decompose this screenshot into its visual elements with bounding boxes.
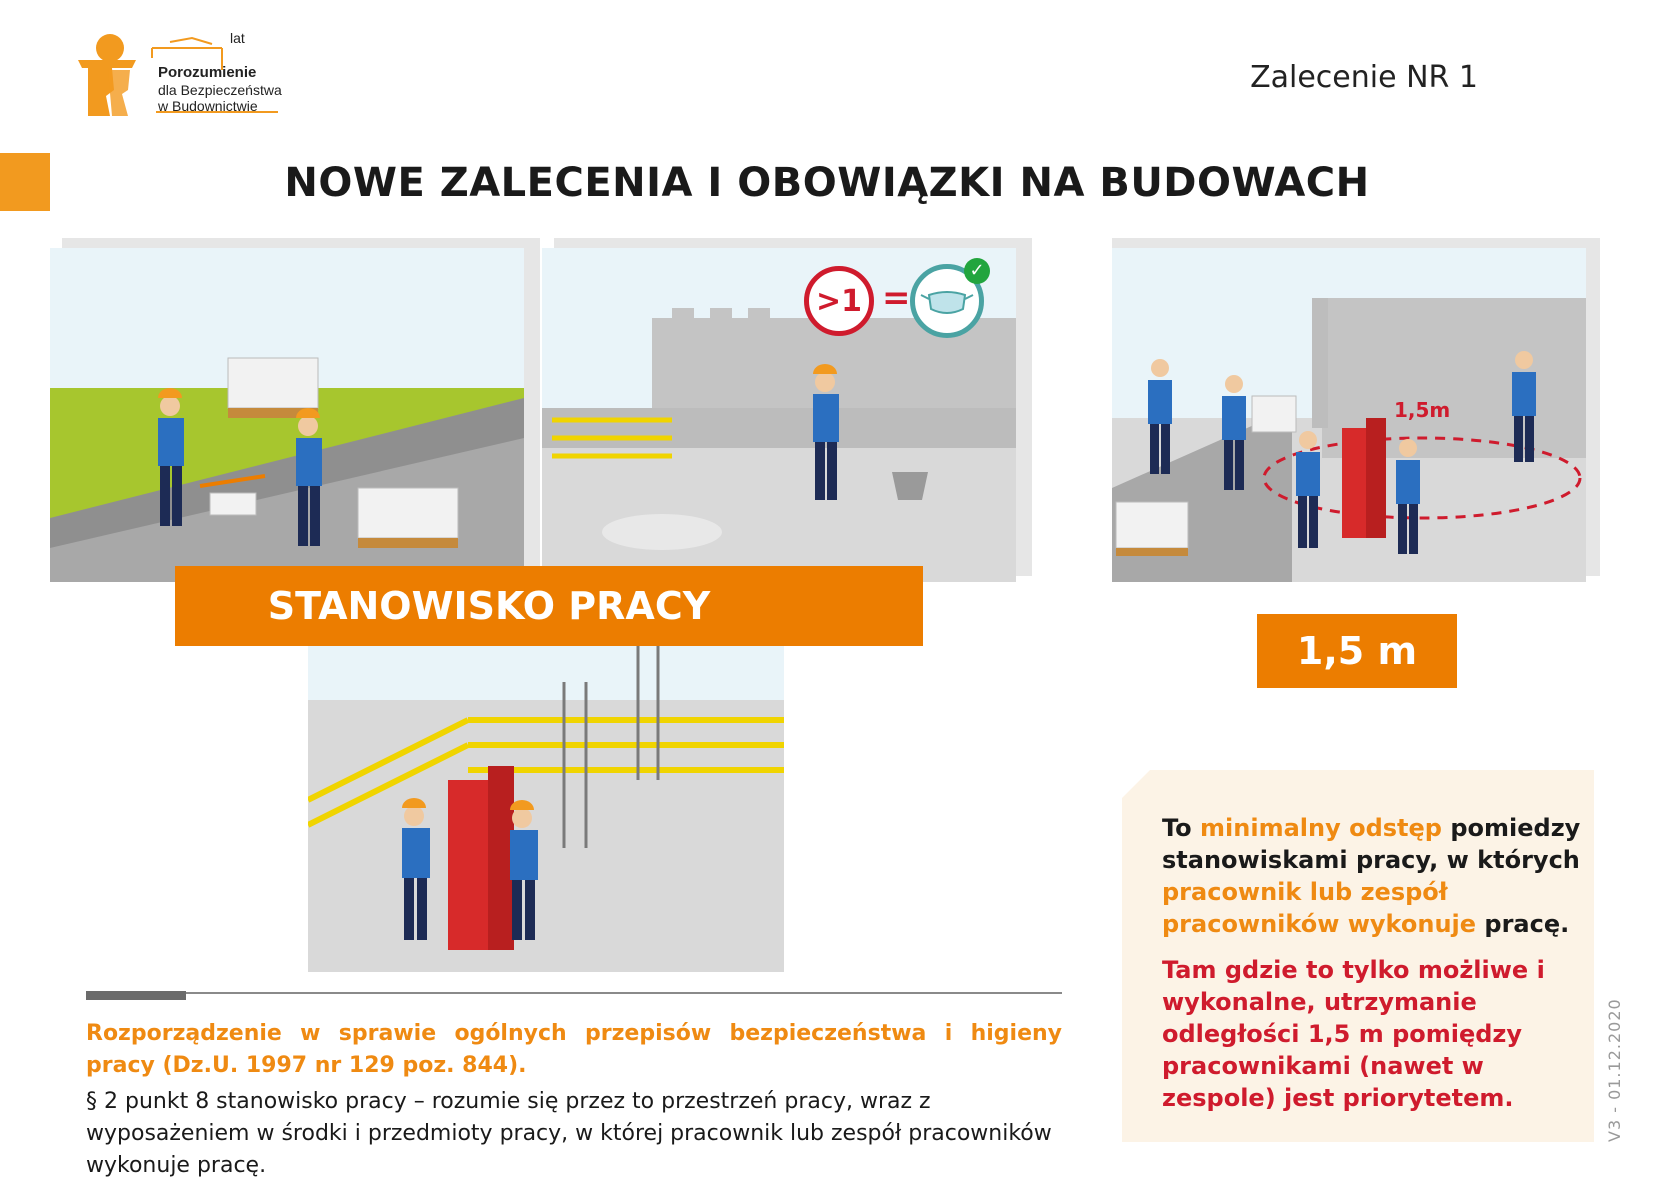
distance-label: 1,5 m — [1257, 614, 1457, 688]
info-text-highlight-1: minimalny odstęp — [1200, 814, 1442, 842]
logo-lat: lat — [230, 30, 245, 46]
check-icon: ✓ — [964, 258, 990, 284]
equals-sign: = — [882, 278, 911, 318]
divider-accent — [86, 991, 186, 1000]
scene-formwork — [308, 640, 784, 972]
logo-line-3: w Budownictwie — [158, 98, 258, 114]
info-warning: Tam gdzie to tylko możliwe i wykonalne, utrzymanie odległości 1,5 m pomiędzy pracownikami (nawet w zespole) jest priorytetem. — [1162, 956, 1545, 1112]
distance-marker: 1,5m — [1394, 398, 1451, 422]
info-text-part-2: pomiedzy stanowiskami pracy, w których — [1162, 814, 1581, 874]
version-date: V3 - 01.12.2020 — [1605, 998, 1624, 1142]
info-box-corner — [1122, 770, 1150, 798]
recommendation-number: Zalecenie NR 1 — [1250, 60, 1478, 95]
logo-line-2: dla Bezpieczeństwa — [158, 82, 282, 98]
more-than-one-label: >1 — [815, 283, 862, 319]
info-text-part-1: To — [1162, 814, 1201, 842]
logo-line-1: Porozumienie — [158, 64, 257, 81]
divider — [86, 992, 1062, 994]
info-definition — [1162, 812, 1582, 940]
page-title: NOWE ZALECENIA I OBOWIĄZKI NA BUDOWACH — [284, 160, 1370, 206]
workstation-label: STANOWISKO PRACY — [175, 566, 923, 646]
more-than-one-badge — [804, 266, 874, 336]
regulation-reference: Rozporządzenie w sprawie ogólnych przepisów bezpieczeństwa i higieny pracy (Dz.U. 1997 nr 129 poz. 844). — [86, 1021, 1062, 1078]
info-text-part-3: pracę. — [1476, 910, 1570, 938]
scene-mask — [542, 248, 1016, 582]
info-text-highlight-2: pracownik lub zespół pracowników wykonuje — [1162, 878, 1477, 938]
workstation-definition: § 2 punkt 8 stanowisko pracy – rozumie się przez to przestrzeń pracy, wraz z wyposażeniem w środki i przedmioty pracy, w której pracownik lub zespół pracowników wykonuje pracę. — [86, 1089, 1052, 1178]
scene-distance — [1112, 248, 1586, 582]
scene-delivery — [50, 248, 524, 582]
